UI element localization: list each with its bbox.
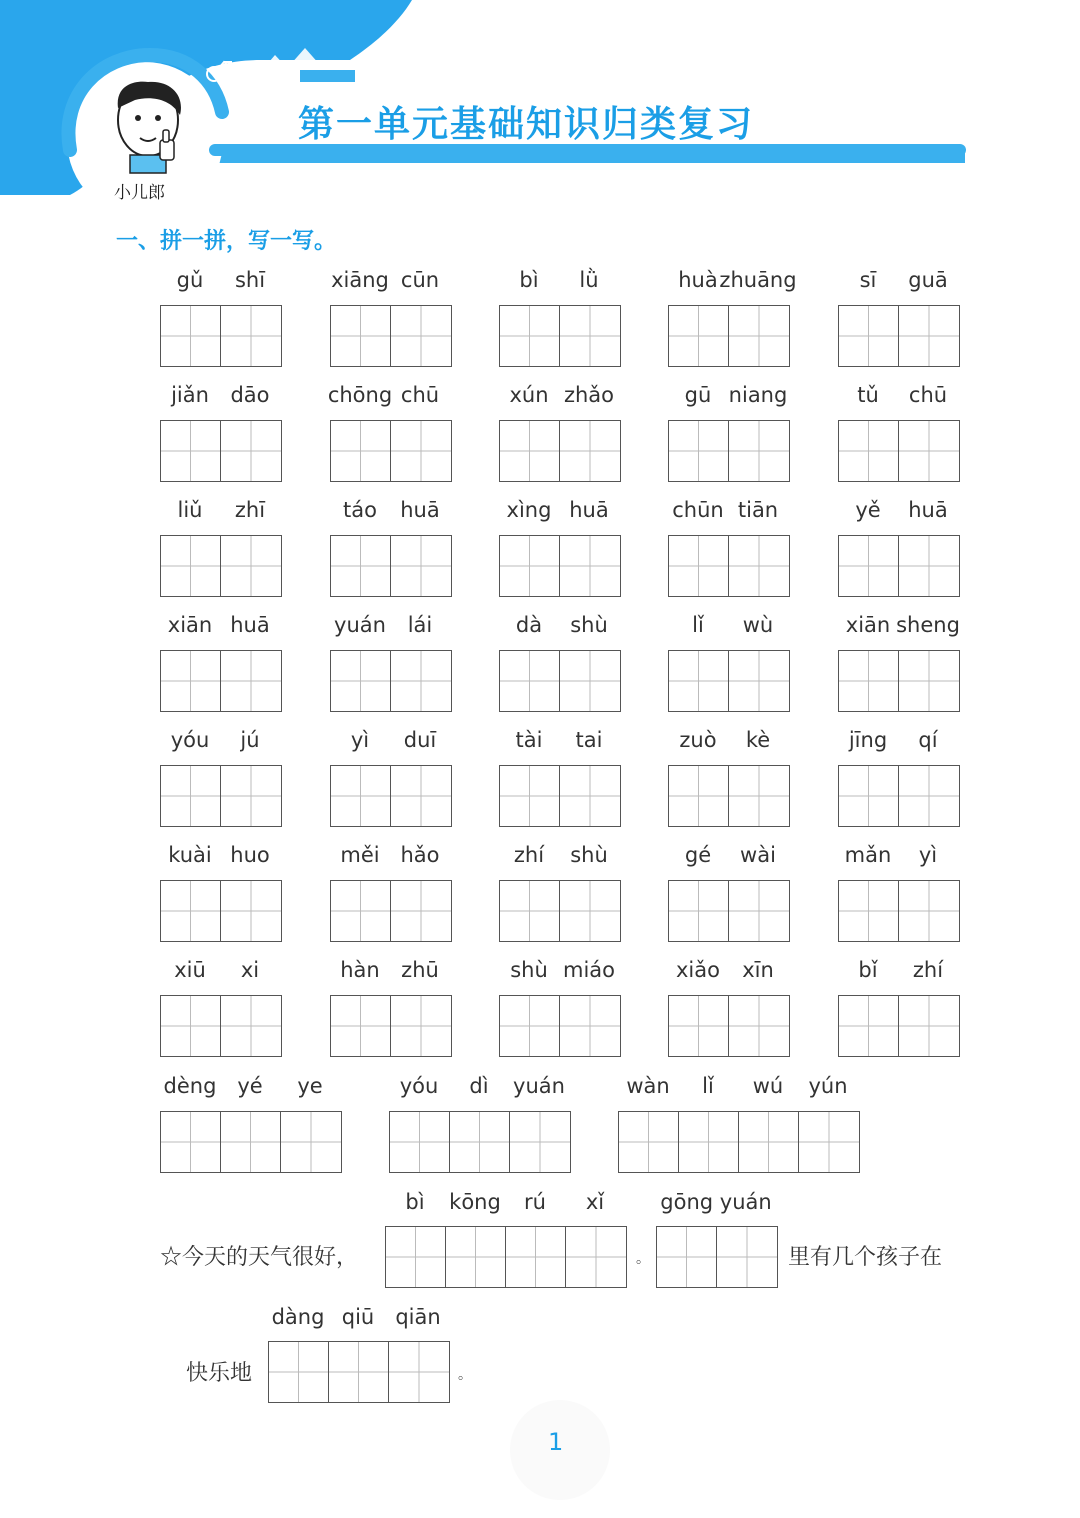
pinyin-syllable: yún: [808, 1074, 848, 1098]
writing-box[interactable]: [331, 766, 391, 826]
sentence-period-2: 。: [458, 1367, 472, 1383]
writing-box[interactable]: [221, 536, 281, 596]
writing-box[interactable]: [500, 996, 560, 1056]
writing-box[interactable]: [331, 421, 391, 481]
pinyin-syllable: yì: [350, 728, 370, 752]
writing-box[interactable]: [717, 1227, 777, 1287]
writing-box[interactable]: [331, 996, 391, 1056]
pinyin-syllable: xīn: [742, 958, 774, 982]
writing-box[interactable]: [161, 421, 221, 481]
pinyin-syllable: huā: [400, 498, 440, 522]
pinyin-syllable: xǐ: [585, 1190, 605, 1214]
writing-box[interactable]: [161, 536, 221, 596]
writing-box[interactable]: [221, 881, 281, 941]
writing-box[interactable]: [269, 1342, 329, 1402]
pinyin-syllable: chū: [908, 383, 948, 407]
writing-box[interactable]: [500, 421, 560, 481]
pinyin-syllable: yóu: [399, 1074, 439, 1098]
sentence-prefix: ☆今天的天气很好，: [160, 1245, 359, 1270]
writing-box[interactable]: [500, 766, 560, 826]
writing-grid[interactable]: [838, 650, 960, 712]
writing-box[interactable]: [560, 766, 620, 826]
pinyin-syllable: zhū: [401, 958, 439, 982]
writing-box[interactable]: [161, 881, 221, 941]
pinyin-syllable: lǐ: [692, 613, 704, 637]
sentence-period-1: 。: [636, 1251, 650, 1267]
writing-box[interactable]: [669, 996, 729, 1056]
writing-box[interactable]: [331, 651, 391, 711]
writing-grid[interactable]: [389, 1111, 571, 1173]
pinyin-syllable: dèng: [163, 1074, 217, 1098]
writing-box[interactable]: [729, 536, 789, 596]
writing-box[interactable]: [221, 1112, 281, 1172]
pinyin-syllable: wú: [752, 1074, 784, 1098]
pinyin-syllable: wàn: [626, 1074, 670, 1098]
pinyin-syllable: tai: [575, 728, 603, 752]
pinyin-syllable: sī: [859, 268, 877, 292]
writing-box[interactable]: [161, 996, 221, 1056]
pinyin-syllable: jiǎn: [171, 383, 209, 407]
writing-box[interactable]: [391, 996, 451, 1056]
pinyin-syllable: xìng: [506, 498, 552, 522]
pinyin-syllable: yóu: [170, 728, 210, 752]
writing-grid[interactable]: [668, 650, 790, 712]
writing-box[interactable]: [331, 536, 391, 596]
pinyin-syllable: yě: [855, 498, 881, 522]
pinyin-syllable: duī: [403, 728, 437, 752]
writing-box[interactable]: [669, 651, 729, 711]
writing-grid[interactable]: [618, 1111, 860, 1173]
writing-box[interactable]: [450, 1112, 510, 1172]
writing-box[interactable]: [500, 651, 560, 711]
pinyin-syllable: dà: [515, 613, 543, 637]
writing-grid[interactable]: [499, 880, 621, 942]
writing-grid[interactable]: [160, 650, 282, 712]
writing-grid-dangqiuqian[interactable]: [268, 1341, 450, 1403]
pinyin-syllable: shī: [234, 268, 266, 292]
pinyin-syllable: gé: [684, 843, 712, 867]
writing-box[interactable]: [560, 651, 620, 711]
writing-box[interactable]: [839, 766, 899, 826]
writing-box[interactable]: [386, 1227, 446, 1287]
pinyin-syllable: xiāng: [331, 268, 389, 292]
writing-box[interactable]: [729, 651, 789, 711]
writing-grid[interactable]: [499, 420, 621, 482]
pinyin-syllable: chū: [400, 383, 440, 407]
pinyin-syllable: wài: [740, 843, 776, 867]
pinyin-syllable: huā: [908, 498, 948, 522]
pinyin-syllable: zhǎo: [563, 383, 615, 407]
pinyin-syllable: xiū: [174, 958, 206, 982]
writing-grid[interactable]: [330, 305, 452, 367]
sentence-line2-prefix: 快乐地: [186, 1361, 253, 1386]
writing-box[interactable]: [839, 881, 899, 941]
writing-box[interactable]: [510, 1112, 570, 1172]
writing-grid[interactable]: [668, 535, 790, 597]
writing-grid[interactable]: [160, 420, 282, 482]
pinyin-syllable: qí: [918, 728, 938, 752]
pinyin-syllable: bì: [519, 268, 539, 292]
writing-box[interactable]: [391, 536, 451, 596]
writing-grid[interactable]: [330, 995, 452, 1057]
writing-box[interactable]: [739, 1112, 799, 1172]
pinyin-syllable: xiǎo: [676, 958, 720, 982]
writing-box[interactable]: [161, 766, 221, 826]
writing-box[interactable]: [506, 1227, 566, 1287]
writing-grid[interactable]: [668, 305, 790, 367]
writing-box[interactable]: [560, 421, 620, 481]
writing-box[interactable]: [331, 306, 391, 366]
writing-box[interactable]: [389, 1342, 449, 1402]
writing-grid[interactable]: [668, 995, 790, 1057]
writing-grid[interactable]: [499, 535, 621, 597]
pinyin-syllable: xún: [509, 383, 549, 407]
pinyin-syllable: kuài: [168, 843, 212, 867]
pinyin-syllable: wù: [742, 613, 774, 637]
writing-box[interactable]: [161, 651, 221, 711]
pinyin-gongyuan: gōng yuán: [660, 1190, 772, 1214]
writing-grid[interactable]: [838, 305, 960, 367]
writing-box[interactable]: [221, 651, 281, 711]
writing-box[interactable]: [839, 996, 899, 1056]
writing-grid[interactable]: [330, 765, 452, 827]
writing-box[interactable]: [657, 1227, 717, 1287]
writing-box[interactable]: [669, 421, 729, 481]
writing-box[interactable]: [899, 766, 959, 826]
pinyin-syllable: bǐ: [858, 958, 878, 982]
pinyin-syllable: hàn: [340, 958, 380, 982]
writing-grid[interactable]: [330, 880, 452, 942]
pinyin-syllable: jú: [240, 728, 260, 752]
pinyin-syllable: táo: [343, 498, 377, 522]
writing-grid[interactable]: [499, 995, 621, 1057]
pinyin-syllable: shù: [570, 843, 608, 867]
pinyin-syllable: sheng: [896, 613, 960, 637]
pinyin-syllable: shù: [510, 958, 548, 982]
pinyin-syllable: guā: [908, 268, 948, 292]
writing-grid[interactable]: [160, 305, 282, 367]
writing-grid[interactable]: [160, 880, 282, 942]
writing-grid[interactable]: [838, 535, 960, 597]
writing-box[interactable]: [221, 306, 281, 366]
pinyin-syllable: qiān: [395, 1305, 441, 1329]
writing-box[interactable]: [221, 996, 281, 1056]
writing-grid[interactable]: [838, 765, 960, 827]
writing-box[interactable]: [729, 881, 789, 941]
writing-box[interactable]: [669, 881, 729, 941]
pinyin-syllable: bì: [405, 1190, 425, 1214]
pinyin-syllable: niang: [728, 383, 788, 407]
writing-box[interactable]: [839, 306, 899, 366]
writing-box[interactable]: [391, 766, 451, 826]
page-title: 第一单元基础知识归类复习: [298, 104, 755, 145]
writing-box[interactable]: [500, 306, 560, 366]
writing-grid[interactable]: [668, 880, 790, 942]
writing-box[interactable]: [729, 306, 789, 366]
pinyin-syllable: tiān: [737, 498, 779, 522]
writing-grid[interactable]: [668, 765, 790, 827]
pinyin-syllable: xiān: [845, 613, 891, 637]
pinyin-syllable: shù: [570, 613, 608, 637]
pinyin-syllable: huā: [569, 498, 609, 522]
writing-box[interactable]: [799, 1112, 859, 1172]
writing-grid[interactable]: [330, 420, 452, 482]
pinyin-syllable: dāo: [230, 383, 270, 407]
writing-box[interactable]: [560, 536, 620, 596]
writing-box[interactable]: [391, 651, 451, 711]
writing-box[interactable]: [329, 1342, 389, 1402]
writing-box[interactable]: [161, 1112, 221, 1172]
writing-box[interactable]: [899, 651, 959, 711]
writing-grid-bikongruxi[interactable]: [385, 1226, 627, 1288]
writing-box[interactable]: [560, 306, 620, 366]
pinyin-syllable: mǎn: [844, 843, 892, 867]
writing-box[interactable]: [331, 881, 391, 941]
writing-box[interactable]: [390, 1112, 450, 1172]
pinyin-syllable: huā: [230, 613, 270, 637]
pinyin-syllable: qiū: [341, 1305, 375, 1329]
writing-box[interactable]: [619, 1112, 679, 1172]
pinyin-syllable: gū: [684, 383, 712, 407]
writing-box[interactable]: [161, 306, 221, 366]
pinyin-syllable: lǐ: [702, 1074, 714, 1098]
writing-box[interactable]: [221, 421, 281, 481]
pinyin-syllable: huà: [678, 268, 718, 292]
writing-box[interactable]: [899, 881, 959, 941]
writing-box[interactable]: [839, 536, 899, 596]
pinyin-syllable: yì: [918, 843, 938, 867]
pinyin-syllable: miáo: [562, 958, 616, 982]
pinyin-syllable: yuán: [334, 613, 386, 637]
writing-box[interactable]: [899, 996, 959, 1056]
writing-box[interactable]: [281, 1112, 341, 1172]
writing-grid[interactable]: [838, 995, 960, 1057]
pinyin-syllable: jīng: [848, 728, 888, 752]
writing-box[interactable]: [839, 651, 899, 711]
writing-box[interactable]: [500, 536, 560, 596]
section-title: 一、拼一拼，写一写。: [116, 229, 337, 254]
pinyin-syllable: zuò: [679, 728, 717, 752]
pinyin-syllable: rú: [524, 1190, 546, 1214]
writing-box[interactable]: [899, 421, 959, 481]
page-number: 1: [548, 1428, 564, 1456]
writing-box[interactable]: [391, 881, 451, 941]
pinyin-syllable: zhí: [912, 958, 944, 982]
pinyin-syllable: ye: [297, 1074, 323, 1098]
writing-box[interactable]: [729, 766, 789, 826]
pinyin-syllable: huo: [230, 843, 270, 867]
writing-box[interactable]: [669, 306, 729, 366]
pinyin-syllable: cūn: [400, 268, 440, 292]
pinyin-syllable: zhī: [234, 498, 266, 522]
writing-grid[interactable]: [330, 535, 452, 597]
pinyin-syllable: tǔ: [857, 383, 879, 407]
writing-box[interactable]: [560, 881, 620, 941]
pinyin-syllable: dì: [469, 1074, 489, 1098]
writing-box[interactable]: [899, 306, 959, 366]
writing-grid[interactable]: [330, 650, 452, 712]
pinyin-syllable: yé: [237, 1074, 263, 1098]
writing-box[interactable]: [669, 766, 729, 826]
writing-grid-gongyuan[interactable]: [656, 1226, 778, 1288]
pinyin-syllable: liǔ: [177, 498, 203, 522]
writing-box[interactable]: [500, 881, 560, 941]
writing-grid[interactable]: [160, 535, 282, 597]
pinyin-syllable: zhuāng: [719, 268, 797, 292]
writing-box[interactable]: [899, 536, 959, 596]
writing-grid[interactable]: [160, 765, 282, 827]
pinyin-syllable: kōng: [449, 1190, 501, 1214]
writing-box[interactable]: [391, 421, 451, 481]
writing-box[interactable]: [679, 1112, 739, 1172]
writing-box[interactable]: [560, 996, 620, 1056]
writing-box[interactable]: [391, 306, 451, 366]
writing-box[interactable]: [729, 996, 789, 1056]
pinyin-syllable: xiān: [167, 613, 213, 637]
pinyin-syllable: měi: [340, 843, 380, 867]
writing-grid[interactable]: [160, 995, 282, 1057]
pinyin-syllable: gǔ: [176, 268, 204, 292]
writing-box[interactable]: [566, 1227, 626, 1287]
brand-label: 小儿郎: [114, 183, 165, 203]
writing-grid[interactable]: [499, 305, 621, 367]
writing-grid[interactable]: [499, 650, 621, 712]
writing-box[interactable]: [729, 421, 789, 481]
writing-grid[interactable]: [838, 420, 960, 482]
writing-grid[interactable]: [499, 765, 621, 827]
pinyin-syllable: yuán: [513, 1074, 565, 1098]
pinyin-syllable: kè: [745, 728, 771, 752]
pinyin-syllable: zhí: [513, 843, 545, 867]
writing-grid[interactable]: [668, 420, 790, 482]
writing-grid[interactable]: [838, 880, 960, 942]
writing-box[interactable]: [669, 536, 729, 596]
writing-box[interactable]: [446, 1227, 506, 1287]
pinyin-syllable: dàng: [271, 1305, 325, 1329]
pinyin-syllable: chūn: [672, 498, 724, 522]
pinyin-syllable: xi: [240, 958, 260, 982]
writing-box[interactable]: [221, 766, 281, 826]
sentence-middle: 里有几个孩子在: [788, 1245, 943, 1270]
pinyin-syllable: lái: [407, 613, 433, 637]
pinyin-syllable: tài: [515, 728, 543, 752]
pinyin-syllable: chōng: [327, 383, 393, 407]
writing-grid[interactable]: [160, 1111, 342, 1173]
pinyin-syllable: lǜ: [579, 268, 599, 292]
writing-box[interactable]: [839, 421, 899, 481]
pinyin-syllable: hǎo: [400, 843, 440, 867]
